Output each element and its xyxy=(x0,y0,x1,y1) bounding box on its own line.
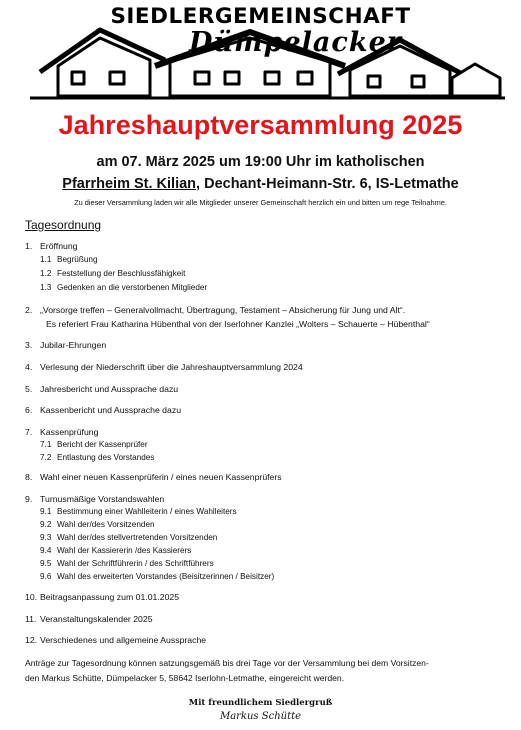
agenda-heading: Tagesordnung xyxy=(25,218,102,232)
motion-notice-line-2: den Markus Schütte, Dümpelacker 5, 58642 Iserlohn-Letmathe, eingereicht werden. xyxy=(25,673,345,683)
agenda-item-number: 1. xyxy=(25,241,33,251)
agenda-subitem: 9.3 Wahl der/des stellvertretenden Vorsitzenden xyxy=(40,533,218,542)
agenda-subitem: 9.6 Wahl des erweiterten Vorstandes (Beisitzerinnen / Beisitzer) xyxy=(40,572,275,581)
org-name: SIEDLERGEMEINSCHAFT xyxy=(110,4,411,29)
agenda-subitem: 9.2 Wahl der/des Vorsitzenden xyxy=(40,520,155,529)
agenda-subitem: 9.5 Wahl der Schriftführerin / des Schriftführers xyxy=(40,559,214,568)
closing-greeting: Mit freundlichem Siedlergruß xyxy=(188,698,333,708)
date-line: am 07. März 2025 um 19:00 Uhr im katholischen xyxy=(96,154,425,170)
agenda-subitem: 1.1 Begrüßung xyxy=(40,255,98,264)
signature: Markus Schütte xyxy=(219,711,302,722)
venue-line xyxy=(0,176,521,192)
agenda-subitem: 1.3 Gedenken an die verstorbenen Mitglieder xyxy=(40,283,208,292)
agenda-subitem: 1.2 Feststellung der Beschlussfähigkeit xyxy=(40,269,186,278)
agenda-subitem: 7.2 Entlastung des Vorstandes xyxy=(40,453,155,462)
invitation-text: Zu dieser Versammlung laden wir alle Mitglieder unserer Gemeinschaft herzlich ein und bitten um rege Teilnahme. xyxy=(74,198,447,207)
logo xyxy=(0,0,521,104)
venue-name: Pfarrheim St. Kilian xyxy=(62,176,197,192)
agenda-subitem: 7.1 Bericht der Kassenprüfer xyxy=(40,440,148,449)
motion-notice-line-1: Anträge zur Tagesordnung können satzungsgemäß bis drei Tage vor der Versammlung bei dem Vorsitzen- xyxy=(25,658,429,668)
place-name: Dümpelacker xyxy=(189,27,402,58)
agenda-subitem: 9.4 Wahl der Kassiererin /des Kassierers xyxy=(40,546,192,555)
venue-address: , Dechant-Heimann-Str. 6, IS-Letmathe xyxy=(196,176,459,192)
agenda-item-text: Eröffnung xyxy=(40,241,78,251)
page-title: Jahreshauptversammlung 2025 xyxy=(58,110,463,140)
agenda-subitem: 9.1 Bestimmung einer Wahlleiterin / eines Wahlleiters xyxy=(40,507,237,516)
motion-notice xyxy=(25,656,505,686)
